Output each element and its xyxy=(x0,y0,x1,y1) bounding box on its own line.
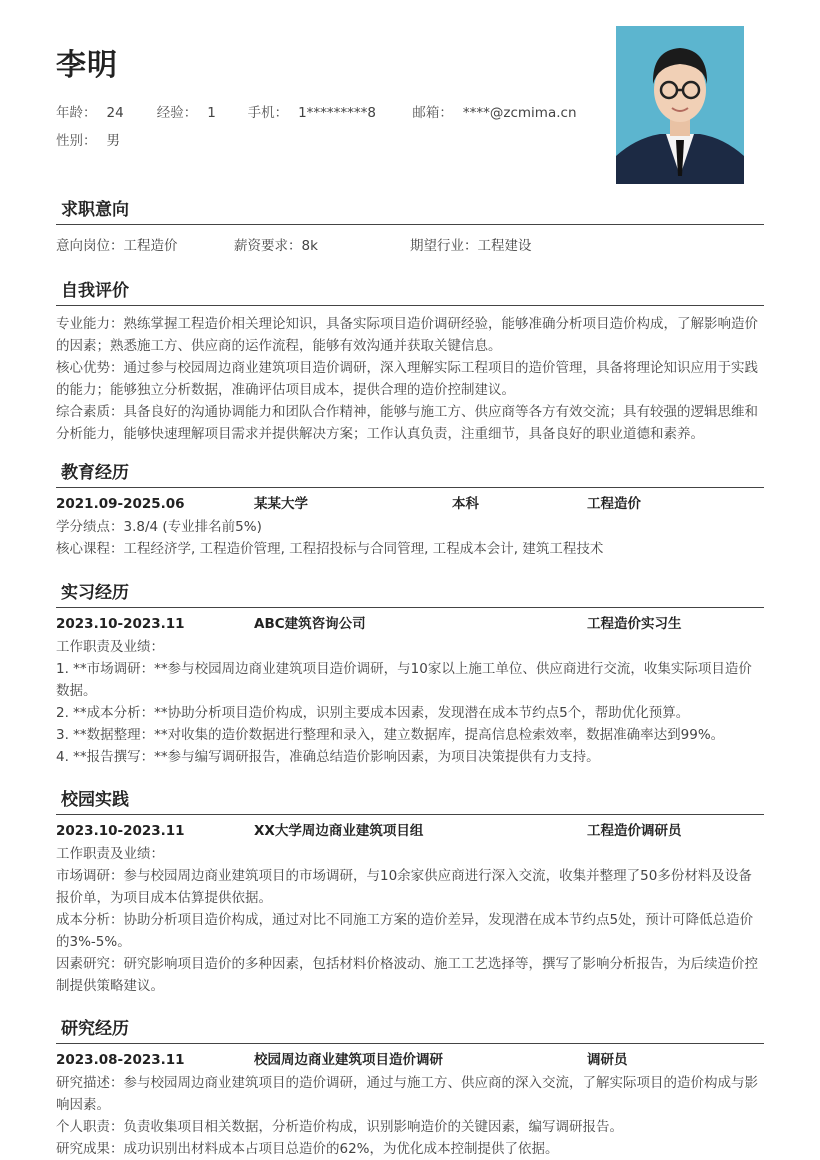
education-date: 2021.09-2025.06 xyxy=(56,496,185,512)
intent-row xyxy=(56,235,764,257)
email-value: ****@zcmima.cn xyxy=(462,105,577,121)
gender-value: 男 xyxy=(106,133,120,149)
internship-date: 2023.10-2023.11 xyxy=(56,616,185,632)
campus-item: 成本分析：协助分析项目造价构成，通过对比不同施工方案的造价差异，发现潜在成本节约点5处，预计可降低总造价的3%-5%。 xyxy=(56,912,754,950)
campus-item: 因素研究：研究影响项目造价的多种因素，包括材料价格波动、施工工艺选择等，撰写了影响分析报告，为后续造价控制提供策略建议。 xyxy=(56,956,758,994)
section-divider xyxy=(56,607,764,608)
experience-value: 1 xyxy=(207,105,216,121)
self-eval-paragraph: 综合素质：具备良好的沟通协调能力和团队合作精神，能够与施工方、供应商等各方有效交流；具有较强的逻辑思维和分析能力，能够快速理解项目需求并提供解决方案；工作认真负责，注重细节，具备良好的职业道德和素养。 xyxy=(56,404,758,442)
internship-role: 工程造价实习生 xyxy=(587,616,682,632)
education-school: 某某大学 xyxy=(254,496,308,512)
research-role: 调研员 xyxy=(587,1052,628,1068)
campus-header xyxy=(56,820,764,842)
section-divider xyxy=(56,305,764,306)
age-label: 年龄： xyxy=(56,105,97,121)
gender-label: 性别： xyxy=(56,133,97,149)
campus-date: 2023.10-2023.11 xyxy=(56,823,185,839)
section-title: 求职意向 xyxy=(61,200,129,220)
research-item: 研究描述：参与校园周边商业建筑项目的造价调研，通过与施工方、供应商的深入交流，了解实际项目的造价构成与影响因素。 xyxy=(56,1075,758,1113)
education-major: 工程造价 xyxy=(587,496,641,512)
campus-practice-section xyxy=(56,788,764,997)
section-divider xyxy=(56,1043,764,1044)
age-value: 24 xyxy=(106,105,124,121)
education-degree: 本科 xyxy=(452,496,479,512)
experience-label: 经验： xyxy=(156,105,198,121)
self-eval-paragraph: 核心优势：通过参与校园周边商业建筑项目造价调研，深入理解实际工程项目的造价管理，具备将理论知识应用于实践的能力；能够独立分析数据，准确评估项目成本，提供合理的造价控制建议。 xyxy=(56,360,758,398)
internship-item: 1. **市场调研：**参与校园周边商业建筑项目造价调研，与10家以上施工单位、供应商进行交流，收集实际项目造价数据。 xyxy=(56,661,752,699)
intent-position: 意向岗位：工程造价 xyxy=(56,238,178,254)
internship-item: 2. **成本分析：**协助分析项目造价构成，识别主要成本因素，发现潜在成本节约点5个，帮助优化预算。 xyxy=(56,705,690,721)
research-item: 研究成果：成功识别出材料成本占项目总造价的62%，为优化成本控制提供了依据。 xyxy=(56,1141,559,1157)
basic-info-row xyxy=(56,101,577,121)
intent-salary: 薪资要求：8k xyxy=(234,238,318,254)
profile-photo xyxy=(616,26,744,184)
internship-item: 4. **报告撰写：**参与编写调研报告，准确总结造价影响因素，为项目决策提供有力支持。 xyxy=(56,749,600,765)
campus-duty-label: 工作职责及业绩： xyxy=(56,846,164,862)
education-section xyxy=(56,461,764,560)
internship-company: ABC建筑咨询公司 xyxy=(254,616,366,632)
campus-role: 工程造价调研员 xyxy=(587,823,682,839)
research-section xyxy=(56,1017,764,1160)
section-title: 校园实践 xyxy=(61,790,129,810)
research-date: 2023.08-2023.11 xyxy=(56,1052,185,1068)
campus-item: 市场调研：参与校园周边商业建筑项目的市场调研，与10余家供应商进行深入交流，收集并整理了50多份材料及设备报价单，为项目成本估算提供依据。 xyxy=(56,868,752,906)
campus-org: XX大学周边商业建筑项目组 xyxy=(254,823,424,839)
phone-label: 手机： xyxy=(247,105,289,121)
section-title: 实习经历 xyxy=(61,583,129,603)
section-divider xyxy=(56,224,764,225)
internship-section xyxy=(56,581,764,768)
education-header xyxy=(56,493,764,515)
internship-duty-label: 工作职责及业绩： xyxy=(56,639,164,655)
section-title: 研究经历 xyxy=(61,1019,129,1039)
self-evaluation-section xyxy=(56,279,764,445)
self-eval-paragraph: 专业能力：熟练掌握工程造价相关理论知识，具备实际项目造价调研经验，能够准确分析项目造价构成，了解影响造价的因素；熟悉施工方、供应商的运作流程，能够有效沟通并获取关键信息。 xyxy=(56,316,758,354)
candidate-name: 李明 xyxy=(56,48,118,83)
research-header xyxy=(56,1049,764,1071)
gender-row xyxy=(56,129,120,149)
email-label: 邮箱： xyxy=(412,105,453,121)
education-courses: 核心课程：工程经济学, 工程造价管理, 工程招投标与合同管理, 工程成本会计, 建筑工程技术 xyxy=(56,541,604,557)
intent-industry: 期望行业：工程建设 xyxy=(410,238,532,254)
section-title: 教育经历 xyxy=(61,463,129,483)
research-item: 个人职责：负责收集项目相关数据，分析造价构成，识别影响造价的关键因素，编写调研报告。 xyxy=(56,1119,623,1135)
internship-item: 3. **数据整理：**对收集的造价数据进行整理和录入，建立数据库，提高信息检索效率，数据准确率达到99%。 xyxy=(56,727,725,743)
phone-value: 1*********8 xyxy=(298,105,377,121)
job-intent-section xyxy=(56,198,764,257)
section-divider xyxy=(56,487,764,488)
research-project: 校园周边商业建筑项目造价调研 xyxy=(254,1052,443,1068)
education-gpa: 学分绩点：3.8/4 (专业排名前5%) xyxy=(56,519,262,535)
section-divider xyxy=(56,814,764,815)
avatar-illustration xyxy=(616,26,744,184)
internship-header xyxy=(56,613,764,635)
section-title: 自我评价 xyxy=(61,281,129,301)
